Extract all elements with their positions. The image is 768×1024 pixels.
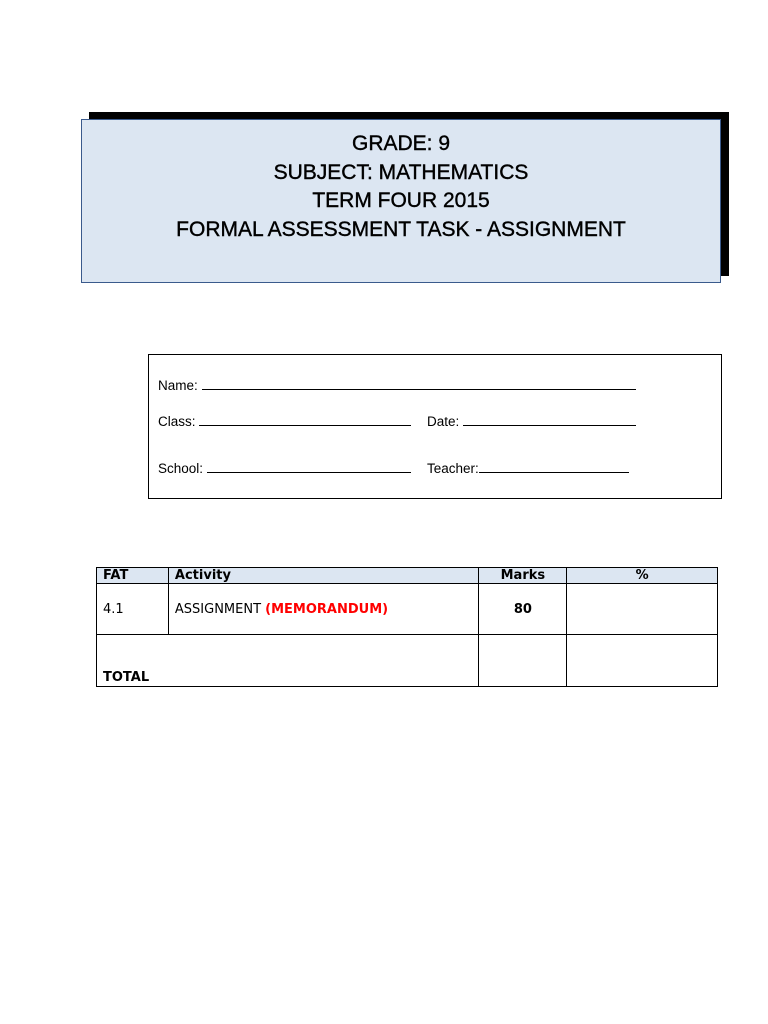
grade-heading: GRADE: 9 (351, 132, 451, 155)
student-info-box (148, 354, 722, 499)
teacher-label: Teacher: (427, 461, 479, 476)
memorandum-label: (MEMORANDUM) (265, 601, 389, 617)
marks-table (96, 567, 718, 687)
table-header-row (97, 568, 718, 584)
task-heading: FORMAL ASSESSMENT TASK - ASSIGNMENT (176, 218, 626, 241)
header-fat: FAT (97, 568, 169, 584)
name-label: Name: (158, 378, 198, 393)
fat-cell: 4.1 (97, 584, 169, 635)
name-field[interactable] (158, 377, 636, 394)
table-row (97, 584, 718, 635)
date-field[interactable] (427, 413, 636, 430)
school-label: School: (158, 461, 204, 476)
total-percent-cell[interactable] (567, 635, 718, 687)
total-label: TOTAL (97, 635, 479, 687)
total-row (97, 635, 718, 687)
class-line (199, 413, 411, 426)
header-marks: Marks (479, 568, 567, 584)
teacher-line (479, 460, 629, 473)
date-line (463, 413, 636, 426)
marks-cell: 80 (479, 584, 567, 635)
percent-cell[interactable] (567, 584, 718, 635)
total-marks-cell[interactable] (479, 635, 567, 687)
title-box (81, 119, 721, 283)
name-line (202, 377, 636, 390)
activity-cell (168, 584, 479, 635)
school-field[interactable] (158, 460, 411, 477)
class-field[interactable] (158, 413, 411, 430)
header-activity: Activity (168, 568, 479, 584)
term-heading: TERM FOUR 2015 (312, 189, 490, 212)
header-percent: % (567, 568, 718, 584)
activity-text: ASSIGNMENT (174, 601, 262, 617)
subject-heading: SUBJECT: MATHEMATICS (273, 161, 529, 184)
date-label: Date: (427, 414, 460, 429)
teacher-field[interactable] (427, 460, 629, 477)
school-line (207, 460, 411, 473)
class-label: Class: (158, 414, 196, 429)
